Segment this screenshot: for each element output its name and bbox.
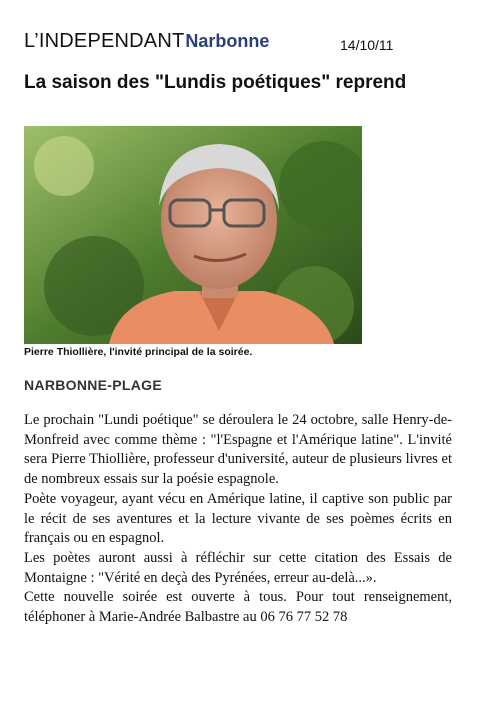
article-paragraph: Les poètes auront aussi à réfléchir sur cette citation des Essais de Montaigne : "Vérité en deçà des Pyrénées, erreur au-delà...». <box>24 549 452 586</box>
article-headline: La saison des "Lundis poétiques" reprend <box>24 72 407 93</box>
photo-caption: Pierre Thiollière, l'invité principal de la soirée. <box>24 346 253 358</box>
article-paragraph: Cette nouvelle soirée est ouverte à tous. Pour tout renseignement, téléphoner à Marie-Andrée Balbastre au 06 76 77 52 78 <box>24 589 452 626</box>
article-body <box>24 411 452 628</box>
article-paragraph: Le prochain "Lundi poétique" se déroulera le 24 octobre, salle Henry-de-Monfreid avec comme thème : "l'Espagne et l'Amérique latine". L'invité sera Pierre Thiollière, professeur d'université, auteur de plusieurs livres et de nombreux essais sur la poésie espagnole. <box>24 412 452 488</box>
masthead <box>24 30 269 53</box>
portrait-illustration <box>24 126 362 344</box>
article-paragraph: Poète voyageur, ayant vécu en Amérique latine, il captive son public par le récit de ses aventures et la lecture vivante de ses poèmes écrits en français ou en espagnol. <box>24 490 452 547</box>
edition-name: Narbonne <box>185 31 270 51</box>
publication-date: 14/10/11 <box>340 37 394 53</box>
article-photo <box>24 126 362 344</box>
newspaper-name: L’INDEPENDANT <box>24 30 185 52</box>
article-location: NARBONNE-PLAGE <box>24 377 162 393</box>
